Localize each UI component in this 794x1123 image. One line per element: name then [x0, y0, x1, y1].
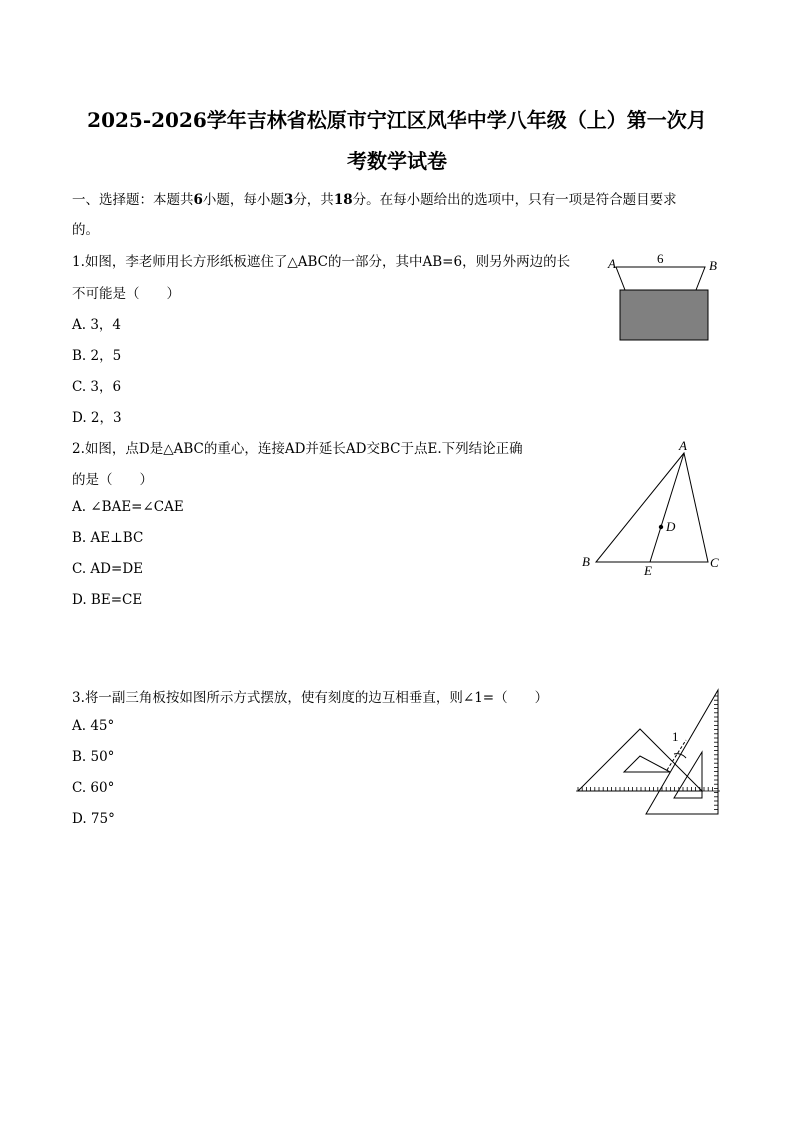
- section-mid2: 分，共: [293, 192, 334, 208]
- q2-label-d: D: [666, 519, 676, 534]
- q1-label-a: A: [608, 256, 616, 271]
- q2-figure: [576, 436, 726, 581]
- section-suffix: 分。在每小题给出的选项中，只有一项是符合题目要求: [352, 192, 677, 208]
- q2-label-c: C: [710, 555, 719, 570]
- q3-option-d[interactable]: D. 75°: [72, 811, 115, 827]
- exam-title-line2: 考数学试卷: [347, 149, 447, 173]
- q3-option-b[interactable]: B. 50°: [72, 749, 115, 765]
- q1-stem-line1: 1.如图，李老师用长方形纸板遮住了△ABC的一部分，其中AB=6，则另外两边的长: [72, 254, 571, 270]
- total-score: 18: [333, 192, 353, 208]
- q1-stem-line2: 不可能是（ ）: [72, 286, 180, 302]
- q3-label-angle-1: 1: [672, 729, 679, 744]
- q1-cardboard: [620, 290, 708, 340]
- section-header-line2: 的。: [72, 222, 99, 238]
- q1-label-b: B: [709, 258, 717, 273]
- score-per-question: 3: [283, 192, 294, 208]
- q2-triangle: [596, 453, 708, 562]
- q1-label-6: 6: [657, 251, 664, 266]
- q1-figure: [600, 248, 730, 348]
- q3-stem-line1: 3.将一副三角板按如图所示方式摆放，使有刻度的边互相垂直，则∠1=（ ）: [72, 690, 549, 706]
- q1-option-d[interactable]: D. 2，3: [72, 410, 122, 426]
- q3-triangle-3060: [646, 690, 718, 814]
- q2-label-b: B: [582, 554, 590, 569]
- q1-option-b[interactable]: B. 2，5: [72, 348, 122, 364]
- section-prefix: 一、选择题：本题共: [72, 192, 194, 208]
- q3-ruler-ticks-vertical: [714, 696, 718, 809]
- q3-figure: [574, 688, 724, 818]
- q1-trapezoid: [616, 267, 705, 290]
- exam-title-line1: 2025-2026学年吉林省松原市宁江区风华中学八年级（上）第一次月: [87, 108, 707, 132]
- q1-option-c[interactable]: C. 3，6: [72, 379, 122, 395]
- q2-point-d: [659, 525, 663, 529]
- q2-option-c[interactable]: C. AD=DE: [72, 561, 143, 577]
- q2-label-e: E: [644, 563, 652, 578]
- q1-option-a[interactable]: A. 3，4: [72, 317, 122, 333]
- q3-option-a[interactable]: A. 45°: [72, 718, 115, 734]
- question-count: 6: [193, 192, 203, 208]
- q2-stem-line2: 的是（ ）: [72, 472, 153, 488]
- q2-label-a: A: [679, 438, 687, 453]
- section-header: [72, 188, 677, 208]
- q2-stem-line1: 2.如图，点D是△ABC的重心，连接AD并延长AD交BC于点E.下列结论正确: [72, 441, 523, 457]
- q3-triangle-45-inner: [624, 756, 670, 772]
- q2-option-d[interactable]: D. BE=CE: [72, 592, 143, 608]
- q2-option-a[interactable]: A. ∠BAE=∠CAE: [72, 499, 184, 515]
- q2-option-b[interactable]: B. AE⊥BC: [72, 530, 144, 546]
- section-mid1: 小题，每小题: [202, 192, 284, 208]
- q3-option-c[interactable]: C. 60°: [72, 780, 115, 796]
- q2-median-ae: [650, 453, 684, 562]
